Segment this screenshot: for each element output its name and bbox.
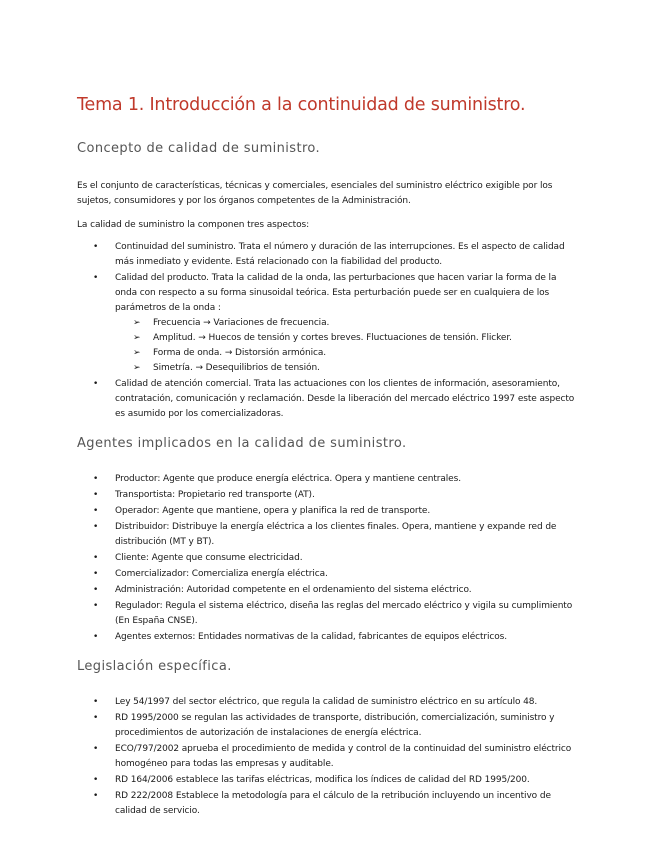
sub-list-item-text: Simetría. → Desequilibrios de tensión. bbox=[153, 363, 320, 373]
list-item-text: Transportista: Propietario red transporte (AT). bbox=[115, 490, 315, 500]
concepto-paragraph-intro: La calidad de suministro la componen tres aspectos: bbox=[77, 220, 310, 230]
agentes-list bbox=[77, 472, 577, 645]
list-item bbox=[77, 630, 577, 645]
list-item bbox=[77, 504, 577, 519]
sub-list-item bbox=[115, 346, 577, 361]
list-item bbox=[77, 520, 577, 550]
list-item-text: Calidad de atención comercial. Trata las actuaciones con los clientes de información, asesoramiento, contratación, comunicación y reclamación. Desde la liberación del mercado eléctrico 1997 este aspecto es asumido por los comercializadoras. bbox=[115, 379, 575, 419]
page-title: Tema 1. Introducción a la continuidad de suministro. bbox=[77, 95, 526, 115]
list-item bbox=[77, 271, 577, 376]
list-item-text: Calidad del producto. Trata la calidad de la onda, las perturbaciones que hacen variar la forma de la onda con respecto a su forma sinusoidal teórica. Esta perturbación puede ser en cualquiera de los parámetros de la onda : bbox=[115, 273, 557, 313]
list-item-text: Ley 54/1997 del sector eléctrico, que regula la calidad de suministro eléctrico en su artículo 48. bbox=[115, 697, 538, 707]
list-item bbox=[77, 599, 577, 629]
list-item-text: Regulador: Regula el sistema eléctrico, diseña las reglas del mercado eléctrico y vigila su cumplimiento (En España CNSE). bbox=[115, 601, 573, 626]
list-item bbox=[77, 567, 577, 582]
list-item-text: Distribuidor: Distribuye la energía eléctrica a los clientes finales. Opera, mantiene y expande red de distribución (MT y BT). bbox=[115, 522, 557, 547]
list-item bbox=[77, 377, 577, 422]
list-item-text: Productor: Agente que produce energía eléctrica. Opera y mantiene centrales. bbox=[115, 474, 461, 484]
concepto-paragraph-definition: Es el conjunto de características, técnicas y comerciales, esenciales del suministro eléctrico exigible por los sujetos, consumidores y por los órganos competentes de la Administración. bbox=[77, 181, 553, 206]
document-body bbox=[77, 95, 577, 820]
list-item bbox=[77, 742, 577, 772]
sub-list-item bbox=[115, 316, 577, 331]
list-item-text: RD 164/2006 establece las tarifas eléctricas, modifica los índices de calidad del RD 1995/200. bbox=[115, 775, 530, 785]
list-item-text: ECO/797/2002 aprueba el procedimiento de medida y control de la continuidad del suministro eléctrico homogéneo para todas las empresas y auditable. bbox=[115, 744, 572, 769]
list-item bbox=[77, 488, 577, 503]
list-item bbox=[77, 789, 577, 819]
list-item-text: Comercializador: Comercializa energía eléctrica. bbox=[115, 569, 328, 579]
list-item bbox=[77, 773, 577, 788]
list-item-text: Operador: Agente que mantiene, opera y planifica la red de transporte. bbox=[115, 506, 431, 516]
list-item-text: Administración: Autoridad competente en el ordenamiento del sistema eléctrico. bbox=[115, 585, 472, 595]
list-item-text: Continuidad del suministro. Trata el número y duración de las interrupciones. Es el aspecto de calidad más inmediato y evidente. Está relacionado con la fiabilidad del producto. bbox=[115, 242, 565, 267]
legislacion-list bbox=[77, 695, 577, 819]
sub-list-item-text: Forma de onda. → Distorsión armónica. bbox=[153, 348, 326, 358]
list-item bbox=[77, 695, 577, 710]
section-heading-legislacion: Legislación específica. bbox=[77, 659, 232, 674]
section-heading-agentes: Agentes implicados en la calidad de suministro. bbox=[77, 436, 407, 451]
section-heading-concepto: Concepto de calidad de suministro. bbox=[77, 141, 321, 156]
list-item-text: Agentes externos: Entidades normativas de la calidad, fabricantes de equipos eléctricos. bbox=[115, 632, 508, 642]
wave-parameters-list bbox=[115, 316, 577, 376]
list-item-text: RD 222/2008 Establece la metodología para el cálculo de la retribución incluyendo un incentivo de calidad de servicio. bbox=[115, 791, 551, 816]
sub-list-item-text: Amplitud. → Huecos de tensión y cortes breves. Fluctuaciones de tensión. Flicker. bbox=[153, 333, 512, 343]
sub-list-item bbox=[115, 361, 577, 376]
concepto-list bbox=[77, 240, 577, 422]
list-item bbox=[77, 472, 577, 487]
list-item-text: Cliente: Agente que consume electricidad. bbox=[115, 553, 303, 563]
list-item bbox=[77, 240, 577, 270]
sub-list-item bbox=[115, 331, 577, 346]
sub-list-item-text: Frecuencia → Variaciones de frecuencia. bbox=[153, 318, 330, 328]
list-item bbox=[77, 583, 577, 598]
list-item bbox=[77, 711, 577, 741]
list-item bbox=[77, 551, 577, 566]
list-item-text: RD 1995/2000 se regulan las actividades de transporte, distribución, comercialización, suministro y procedimientos de autorización de instalaciones de energía eléctrica. bbox=[115, 713, 555, 738]
